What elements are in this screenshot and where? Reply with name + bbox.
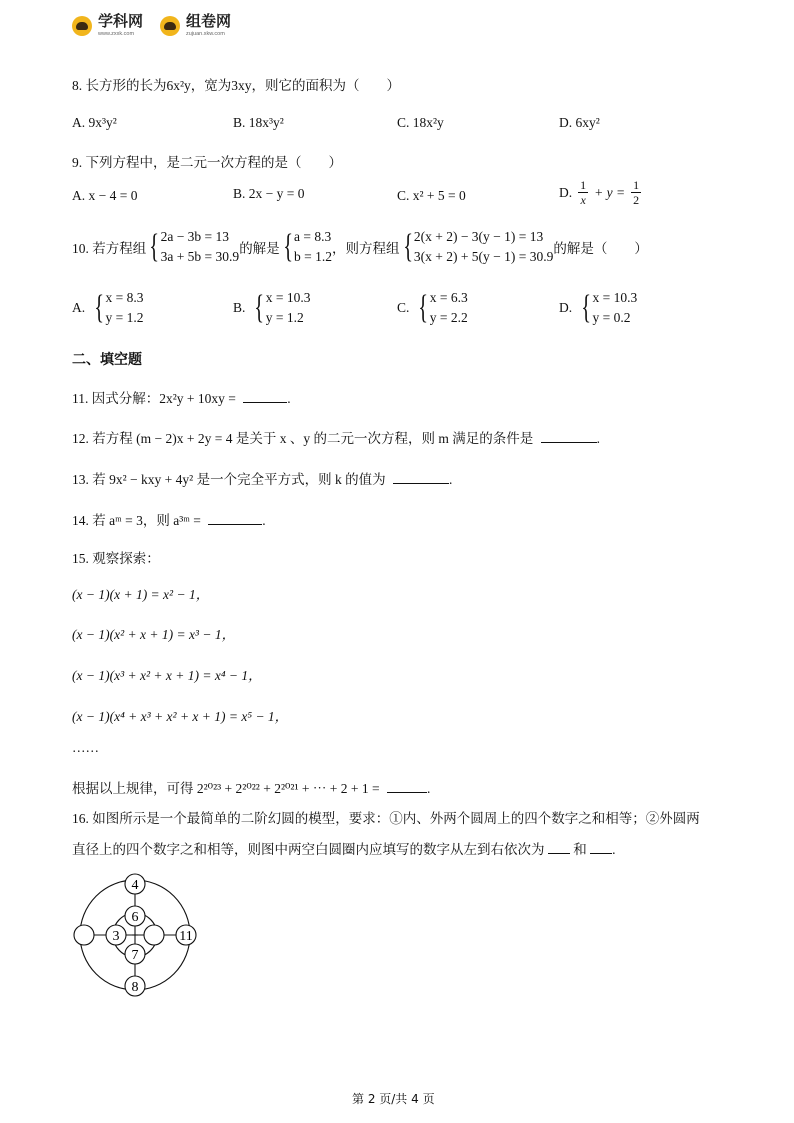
q12-answer-blank[interactable]: [541, 430, 597, 443]
q9-option-a: A. x − 4 = 0: [72, 188, 138, 203]
q9-option-d: [559, 178, 641, 207]
q15-ellipsis: ……: [72, 740, 99, 755]
zxxk-logo-icon: [72, 16, 92, 36]
q10-option-a-label: A.: [72, 300, 86, 315]
q16-line-2-text: 直径上的四个数字之和相等，则图中两空白圆圈内应填写的数字从左到右依次为: [72, 842, 545, 857]
q10-system-2: { a = 8.3 b = 1.2: [282, 228, 333, 265]
magic-circle-diagram: [68, 872, 208, 1000]
zxxk-logo-text: 学科网: [98, 13, 144, 30]
svg-text:4: 4: [131, 878, 139, 893]
q10-option-d-line-2: y = 0.2: [592, 310, 631, 325]
q16-answer-blank-2[interactable]: [590, 841, 612, 854]
q10-option-b-line-2: y = 1.2: [265, 310, 304, 325]
q10-option-d: D. { x = 10.3 y = 0.2: [559, 289, 638, 326]
q9-stem: 9. 下列方程中，是二元一次方程的是（ ）: [72, 155, 342, 170]
q15-line-1: (x − 1)(x + 1) = x² − 1，: [72, 587, 210, 602]
q10-tail: 的解是（ ）: [553, 241, 648, 256]
q10-stem: [72, 227, 648, 267]
q16-line-2-and: 和: [573, 842, 587, 857]
zujuan-logo: [160, 14, 231, 37]
q11-answer-blank[interactable]: [243, 390, 287, 403]
q10-option-b: B. { x = 10.3 y = 1.2: [233, 289, 311, 326]
q10-mid-text-2: ，则方程组: [332, 241, 400, 256]
node-inner-bottom: [125, 944, 145, 964]
node-inner-top: [125, 906, 145, 926]
svg-text:8: 8: [131, 980, 139, 995]
q16-line-1: 16. 如图所示是一个最简单的二阶幻圆的模型，要求：①内、外两个圆周上的四个数字之和相等；②外圆两: [72, 811, 700, 826]
q9-option-b: B. 2x − y = 0: [233, 186, 305, 201]
zujuan-logo-url: zujuan.xkw.com: [186, 31, 225, 37]
q13-text: 13. 若 9x² − kxy + 4y² 是一个完全平方式，则 k 的值为: [72, 472, 386, 487]
q10-system-2-line-1: a = 8.3: [294, 229, 332, 244]
q14-text: 14. 若 aᵐ = 3，则 a³ᵐ =: [72, 513, 201, 528]
node-left-blank[interactable]: [74, 925, 94, 945]
zxxk-logo: [72, 14, 143, 37]
q10-option-c: C. { x = 6.3 y = 2.2: [397, 289, 468, 326]
q9-d-middle: + y =: [594, 184, 626, 200]
q10-number: 10. 若方程组: [72, 241, 147, 256]
q10-option-d-line-1: x = 10.3: [592, 290, 638, 305]
q8-stem: 8. 长方形的长为6x²y，宽为3xy，则它的面积为（ ）: [72, 78, 401, 93]
q16-line-2: 直径上的四个数字之和相等，则图中两空白圆圈内应填写的数字从左到右依次为 和 .: [72, 842, 616, 857]
zujuan-logo-text: 组卷网: [186, 13, 232, 30]
q13-answer-blank[interactable]: [393, 471, 449, 484]
q13: 13. 若 9x² − kxy + 4y² 是一个完全平方式，则 k 的值为 .: [72, 472, 453, 487]
q10-option-b-label: B.: [233, 300, 246, 315]
q8-option-c: C. 18x²y: [397, 115, 444, 130]
q15-stem: 15. 观察探索：: [72, 551, 160, 566]
node-inner-right-blank[interactable]: [144, 925, 164, 945]
q10-system-3: { 2(x + 2) − 3(y − 1) = 13 3(x + 2) + 5(y − 1) = 30.9: [402, 228, 554, 265]
q10-option-b-line-1: x = 10.3: [265, 290, 311, 305]
q8-option-b: B. 18x³y²: [233, 115, 284, 130]
q12: 12. 若方程 (m − 2)x + 2y = 4 是关于 x 、y 的二元一次方程，则 m 满足的条件是 .: [72, 431, 600, 446]
node-inner-left: [106, 925, 126, 945]
q10-mid-text-1: 的解是: [239, 241, 280, 256]
q15-conclusion: 根据以上规律，可得 2²⁰²³ + 2²⁰²² + 2²⁰²¹ + ⋯ + 2 + 1 = .: [72, 781, 431, 796]
q10-option-c-line-1: x = 6.3: [429, 290, 468, 305]
q10-option-a-line-2: y = 1.2: [105, 310, 144, 325]
q9-d-rhs-denominator: 2: [633, 193, 640, 207]
q9-d-numerator: 1: [580, 178, 587, 192]
q12-text: 12. 若方程 (m − 2)x + 2y = 4 是关于 x 、y 的二元一次方程，则 m 满足的条件是: [72, 431, 534, 446]
zxxk-logo-url: www.zxxk.com: [98, 31, 135, 37]
node-bottom: [125, 976, 145, 996]
svg-text:6: 6: [131, 910, 139, 925]
q10-option-a-line-1: x = 8.3: [105, 290, 144, 305]
q15-answer-blank[interactable]: [387, 780, 427, 793]
q15-line-3: (x − 1)(x³ + x² + x + 1) = x⁴ − 1，: [72, 668, 262, 683]
q10-system-1-line-2: 3a + 5b = 30.9: [160, 249, 240, 264]
q11-text: 11. 因式分解：2x²y + 10xy =: [72, 391, 236, 406]
q10-system-1: { 2a − 3b = 13 3a + 5b = 30.9: [149, 228, 240, 265]
q10-option-c-line-2: y = 2.2: [429, 310, 468, 325]
q10-option-a: A. { x = 8.3 y = 1.2: [72, 289, 144, 326]
q15-conclusion-text: 根据以上规律，可得 2²⁰²³ + 2²⁰²² + 2²⁰²¹ + ⋯ + 2 + 1 =: [72, 781, 380, 796]
page-footer: 第 2 页/共 4 页: [352, 1092, 435, 1106]
node-right: [176, 925, 196, 945]
q11: 11. 因式分解：2x²y + 10xy = .: [72, 391, 291, 406]
q10-system-1-line-1: 2a − 3b = 13: [160, 229, 230, 244]
svg-text:7: 7: [131, 948, 139, 963]
q14: 14. 若 aᵐ = 3，则 a³ᵐ = .: [72, 513, 266, 528]
q9-option-d-rhs-fraction: [631, 178, 641, 207]
q10-system-2-line-2: b = 1.2: [294, 249, 333, 264]
q10-option-c-label: C.: [397, 300, 410, 315]
node-top: [125, 874, 145, 894]
q14-answer-blank[interactable]: [208, 512, 262, 525]
zujuan-logo-icon: [160, 16, 180, 36]
svg-text:3: 3: [112, 929, 120, 944]
svg-text:11: 11: [179, 929, 193, 944]
q9-d-denominator: x: [580, 193, 586, 207]
q10-system-3-line-1: 2(x + 2) − 3(y − 1) = 13: [413, 229, 544, 244]
section-title-fill-in: 二、填空题: [72, 352, 142, 368]
q15-line-4: (x − 1)(x⁴ + x³ + x² + x + 1) = x⁵ − 1，: [72, 709, 289, 724]
q8-option-a: A. 9x³y²: [72, 115, 117, 130]
q9-option-d-label: D.: [559, 184, 573, 200]
q10-option-d-label: D.: [559, 300, 573, 315]
q16-answer-blank-1[interactable]: [548, 841, 570, 854]
q8-option-d: D. 6xy²: [559, 115, 600, 130]
q10-system-3-line-2: 3(x + 2) + 5(y − 1) = 30.9: [413, 249, 554, 264]
q9-d-rhs-numerator: 1: [633, 178, 640, 192]
q9-option-c: C. x² + 5 = 0: [397, 188, 466, 203]
q15-line-2: (x − 1)(x² + x + 1) = x³ − 1，: [72, 627, 236, 642]
q9-option-d-fraction: [578, 178, 588, 207]
